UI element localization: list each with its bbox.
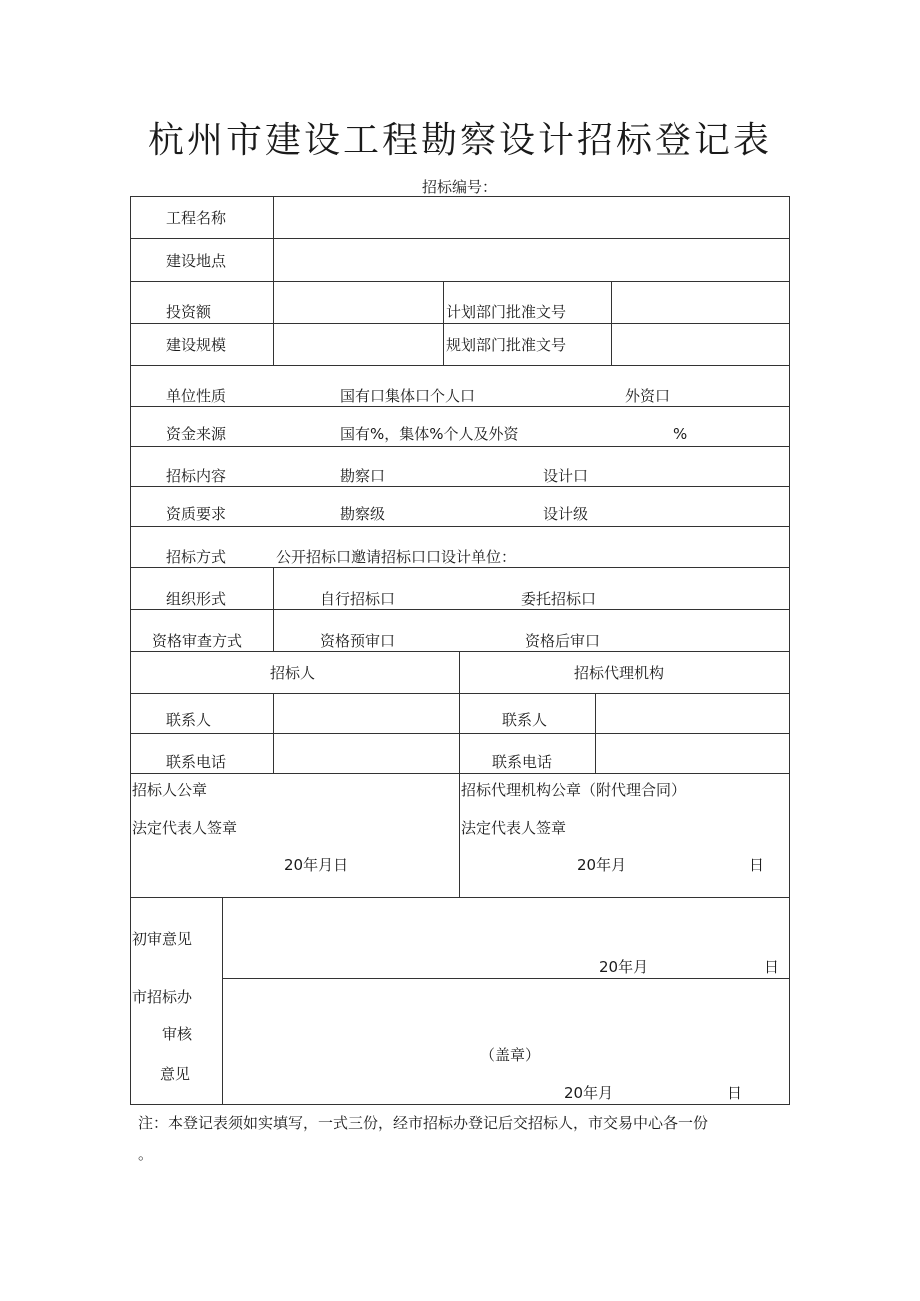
entrust-bid-option: 委托招标口 xyxy=(521,590,597,608)
bid-method-label: 招标方式 xyxy=(166,548,227,566)
page-title: 杭州市建设工程勘察设计招标登记表 xyxy=(147,120,772,161)
row-divider xyxy=(130,609,790,610)
survey-grade: 勘察级 xyxy=(340,505,386,523)
row-divider xyxy=(130,567,790,568)
agency-seal-label: 招标代理机构公章（附代理合同） xyxy=(461,781,687,799)
city-office-label: 市招标办 xyxy=(132,988,193,1006)
fund-source-text: 国有%，集体%个人及外资 xyxy=(340,425,519,443)
tenderer-phone-label: 联系电话 xyxy=(166,753,227,771)
agency-legal-rep-label: 法定代表人签章 xyxy=(461,819,567,837)
footnote: 注：本登记表须如实填写，一式三份，经市招标办登记后交招标人，市交易中心各一份 xyxy=(138,1114,709,1132)
fund-source-pct: % xyxy=(673,425,688,443)
col-divider xyxy=(443,281,444,365)
investment-label: 投资额 xyxy=(166,303,212,321)
row-divider xyxy=(222,978,790,979)
location-label: 建设地点 xyxy=(166,252,227,270)
row-divider xyxy=(130,406,790,407)
scale-label: 建设规模 xyxy=(166,336,227,354)
city-office-review-label: 审核 xyxy=(162,1025,193,1043)
agency-contact-label: 联系人 xyxy=(502,711,548,729)
post-review-option: 资格后审口 xyxy=(525,632,601,650)
bid-method-text: 公开招标口邀请招标口口设计单位： xyxy=(276,548,517,566)
bid-number-label: 招标编号： xyxy=(422,178,498,196)
row-divider xyxy=(130,733,790,734)
planning-approval-label: 规划部门批准文号 xyxy=(446,336,567,354)
registration-form xyxy=(130,196,790,1105)
fund-source-label: 资金来源 xyxy=(166,425,227,443)
agency-phone-label: 联系电话 xyxy=(492,753,553,771)
initial-review-date: 20年月 xyxy=(599,958,649,976)
seal-label: （盖章） xyxy=(480,1046,541,1064)
tenderer-seal-label: 招标人公章 xyxy=(132,781,208,799)
unit-nature-label: 单位性质 xyxy=(166,387,227,405)
city-office-date: 20年月 xyxy=(564,1084,614,1102)
survey-checkbox: 勘察口 xyxy=(340,467,386,485)
bid-content-label: 招标内容 xyxy=(166,467,227,485)
border-top xyxy=(130,196,790,197)
row-divider xyxy=(130,693,790,694)
agency-date-day: 日 xyxy=(749,856,765,874)
col-divider xyxy=(459,651,460,897)
qualification-label: 资质要求 xyxy=(166,505,227,523)
row-divider xyxy=(130,651,790,652)
plan-approval-label: 计划部门批准文号 xyxy=(446,303,567,321)
row-divider xyxy=(130,897,790,898)
unit-nature-foreign: 外资口 xyxy=(625,387,671,405)
project-name-label: 工程名称 xyxy=(166,209,227,227)
row-divider xyxy=(130,365,790,366)
row-divider xyxy=(130,238,790,239)
review-method-label: 资格审查方式 xyxy=(152,632,243,650)
tenderer-legal-rep-label: 法定代表人签章 xyxy=(132,819,238,837)
initial-review-day: 日 xyxy=(764,958,780,976)
design-grade: 设计级 xyxy=(543,505,589,523)
row-divider xyxy=(130,281,790,282)
city-office-opinion-label: 意见 xyxy=(160,1065,191,1083)
tenderer-contact-label: 联系人 xyxy=(166,711,212,729)
col-divider xyxy=(273,693,274,773)
pre-review-option: 资格预审口 xyxy=(320,632,396,650)
col-divider xyxy=(273,196,274,365)
agency-date: 20年月 xyxy=(577,856,627,874)
col-divider xyxy=(222,897,223,1104)
organization-label: 组织形式 xyxy=(166,590,227,608)
row-divider xyxy=(130,486,790,487)
tenderer-header: 招标人 xyxy=(270,664,316,682)
col-divider xyxy=(273,567,274,651)
design-checkbox: 设计口 xyxy=(543,467,589,485)
row-divider xyxy=(130,526,790,527)
row-divider xyxy=(130,323,790,324)
agency-header: 招标代理机构 xyxy=(574,664,665,682)
col-divider xyxy=(595,693,596,773)
city-office-day: 日 xyxy=(727,1084,743,1102)
initial-review-label: 初审意见 xyxy=(132,930,193,948)
tenderer-date: 20年月日 xyxy=(284,856,349,874)
footnote-continuation: 。 xyxy=(138,1145,154,1163)
self-bid-option: 自行招标口 xyxy=(320,590,396,608)
row-divider xyxy=(130,446,790,447)
row-divider xyxy=(130,773,790,774)
border-bottom xyxy=(130,1104,790,1105)
unit-nature-options: 国有口集体口个人口 xyxy=(340,387,476,405)
col-divider xyxy=(611,281,612,365)
